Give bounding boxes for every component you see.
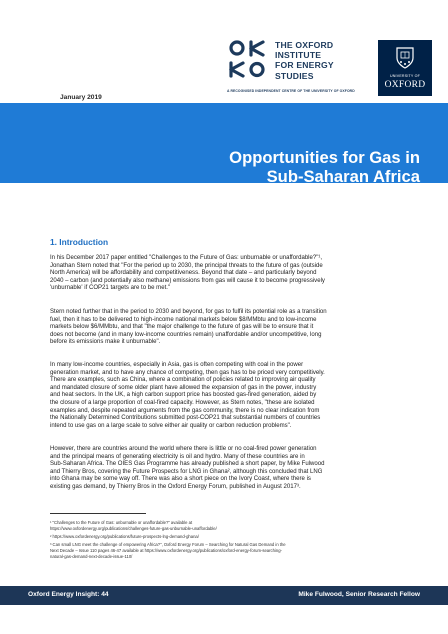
page-footer [0,586,448,605]
footnote [50,534,410,540]
org-name-line: INSTITUTE [275,50,322,61]
paragraph-line: North America) will be affordability and competitiveness. Beyond that date – and particularly beyond [50,270,317,277]
paragraph-line: Jonathan Stern noted that "For the period up to 2030, the principal threats to the future of gas (outside [50,262,323,269]
title-line: Sub-Saharan Africa [266,166,420,186]
paragraph-line: into Ghana may be some way off. There was also a short piece on the Ivory Coast, where there is [50,476,311,483]
footnote-divider [50,513,146,514]
paragraph [50,255,402,293]
footnote-link[interactable]: https://www.oxfordenergy.org/publications/challenges-future-gas-unburnable-unaffordable/ [50,526,217,531]
oxford-small-text: UNIVERSITY OF [389,74,421,78]
paragraph [50,362,402,430]
paragraph-line: and the principal means of generating electricity is oil and hydro. Many of these countries are in [50,453,305,460]
footnote-link[interactable]: Next Decade – Issue 110 pages 46-47 available at https://www.oxfordenergy.org/publications/oxford-energy-forum-searching- [50,548,282,553]
paragraph-line: In his December 2017 paper entitled "Challenges to the Future of Gas: unburnable or unaffordable?"¹, [50,255,323,261]
paragraph-line: However, there are countries around the world where there is little or no coal-fired power generation [50,446,317,452]
paragraph-line: 'unburnable' if COP21 targets are to be met." [50,285,171,292]
university-of-oxford-logo [378,40,432,96]
paragraph-line: fuel, then it has to be delivered to high-income national markets below $8/MMbtu and to low-income [50,316,317,323]
paragraph-line: Stern noted further that in the period to 2030 and beyond, for gas to fulfil its potential role as a transition [50,309,327,315]
footnote [50,542,410,560]
paragraph-line: 2040 – carbon (and potentially also methane) emissions from gas will cause it to become progressively [50,277,325,284]
paragraph [50,446,402,492]
footnote-link[interactable]: natural-gas-demand-next-decade-issue-110/ [50,554,133,559]
paragraph-line: markets below $6/MMbtu, and that "the major challenge to the future of gas will be to ensure that it [50,324,314,331]
org-tagline: A RECOGNISED INDEPENDENT CENTRE OF THE UNIVERSITY OF OXFORD [227,89,355,93]
paragraph-line: before its emissions make it unburnable". [50,339,161,346]
document-title [229,149,420,186]
paragraph-line: intend to use gas on a large scale to solve either air quality or carbon reduction problems". [50,422,292,429]
oxford-wordmark: OXFORD [384,80,426,90]
paragraph-line: the Nationally Determined Contributions submitted post-COP21 that substantial numbers of countries [50,415,321,422]
paragraph-line: the closure of a large proportion of coal-fired capacity. However, as Stern notes, "these are isolated [50,399,315,406]
paragraph-line: and Thierry Bros, covering the Future Prospects for LNG in Ghana², although this concluded that LNG [50,468,323,475]
footnote-link[interactable]: ² https://www.oxfordenergy.org/publications/future-prospects-lng-demand-ghana/ [50,534,199,539]
footnote [50,520,410,532]
paragraph [50,309,402,347]
paragraph-line: does not become (and in many low-income countries remain) unaffordable and/or uncompetitive, long [50,331,322,338]
paragraph-line: examples and, despite repeated arguments from the gas community, there is no clear indication from [50,407,320,414]
org-name [275,40,385,81]
paragraph-line: In many low-income countries, especially in Asia, gas is often competing with coal in the power [50,362,304,368]
org-name-line: FOR ENERGY [275,60,334,71]
footnote-line: ³ Can small LNG meet the challenge of empowering Africa?", Oxford Energy Forum – Searching for Natural Gas Demand in the [50,542,286,547]
footnote-line: ¹ "Challenges to the Future of Gas: unburnable or unaffordable?" available at [50,520,193,525]
paragraph-line: Sub-Saharan Africa. The OIES Gas Programme has already published a short paper, by Mike Fulwood [50,461,325,468]
org-name-line: THE OXFORD [275,40,334,50]
paragraph-line: generation market, and to have any chance of competing, then gas has to be priced very competitively. [50,369,325,376]
publication-date: January 2019 [60,94,102,101]
section-heading: 1. Introduction [50,237,109,247]
paragraph-line: and heat sectors. In the UK, a high carbon support price has boosted gas-fired generation, aided by [50,392,317,399]
oies-logo [227,38,377,98]
title-line: Opportunities for Gas in [229,148,420,167]
title-banner [0,103,448,186]
series-label: Oxford Energy Insight: 44 [28,591,109,598]
oies-logo-mark-icon [227,38,269,80]
author-label: Mike Fulwood, Senior Research Fellow [298,591,420,598]
paragraph-line: and mandated closure of some older plant have allowed the expansion of gas in the power, industry [50,384,317,391]
org-name-line: STUDIES [275,70,314,81]
oxford-crest-icon [395,46,415,70]
paragraph-line: existing gas demand, by Thierry Bros in the Oxford Energy Forum, published in August 2017³. [50,483,301,490]
paragraph-line: There are examples, such as China, where a combination of policies related to improving air quality [50,377,316,384]
